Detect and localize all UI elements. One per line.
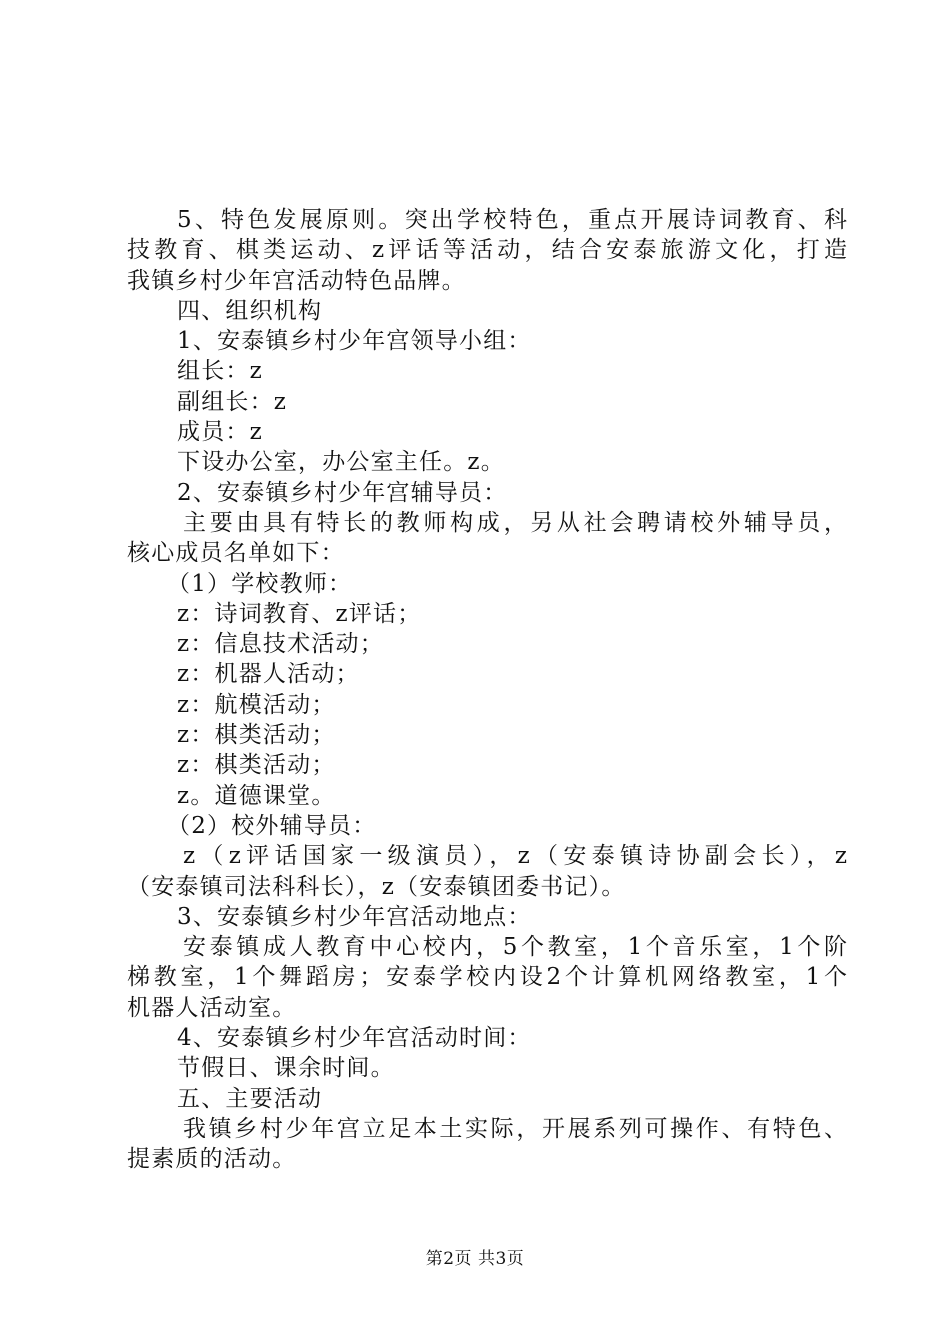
subsection-heading: 1、安泰镇乡村少年宫领导小组： — [177, 328, 532, 355]
list-item: z：信息技术活动； — [177, 631, 384, 658]
document-body — [127, 205, 847, 1175]
list-item: z。道德课堂。 — [177, 782, 336, 809]
paragraph-line: （安泰镇司法科科长），z（安泰镇团委书记）。 — [127, 873, 626, 900]
list-heading: （2）校外辅导员： — [167, 812, 377, 839]
paragraph-line: 节假日、课余时间。 — [177, 1055, 395, 1082]
paragraph-line: 安泰镇成人教育中心校内，5个教室，1个音乐室，1个阶 — [183, 934, 847, 961]
page-number: 第2页 共3页 — [425, 1249, 525, 1269]
paragraph-line: 副组长：z — [177, 388, 288, 415]
paragraph-line: 提素质的活动。 — [127, 1146, 297, 1173]
list-item: z：诗词教育、z评话； — [177, 600, 422, 627]
paragraph-line: 我镇乡村少年宫立足本土实际，开展系列可操作、有特色、 — [183, 1115, 847, 1142]
list-item: z：机器人活动； — [177, 661, 360, 688]
paragraph-line: 核心成员名单如下： — [127, 540, 345, 567]
subsection-heading: 4、安泰镇乡村少年宫活动时间： — [177, 1025, 532, 1052]
list-item: z：棋类活动； — [177, 722, 336, 749]
paragraph-line: 下设办公室，办公室主任。z。 — [177, 449, 505, 476]
section-heading: 五、主要活动 — [177, 1085, 323, 1112]
paragraph-line: 我镇乡村少年宫活动特色品牌。 — [127, 267, 466, 294]
section-heading: 四、组织机构 — [177, 297, 323, 324]
paragraph-line: 机器人活动室。 — [127, 994, 297, 1021]
subsection-heading: 3、安泰镇乡村少年宫活动地点： — [177, 903, 532, 930]
paragraph-line: 主要由具有特长的教师构成，另从社会聘请校外辅导员， — [183, 509, 847, 536]
paragraph-line: 组长：z — [177, 358, 263, 385]
paragraph-line: 成员：z — [177, 419, 263, 446]
paragraph-line: z（z评话国家一级演员），z（安泰镇诗协副会长），z — [183, 843, 847, 870]
paragraph-line: 5、特色发展原则。突出学校特色，重点开展诗词教育、科 — [177, 207, 847, 233]
list-item: z：航模活动； — [177, 691, 336, 718]
list-heading: （1）学校教师： — [167, 570, 353, 597]
paragraph-line: 梯教室，1个舞蹈房；安泰学校内设2个计算机网络教室，1个 — [127, 964, 847, 991]
list-item: z：棋类活动； — [177, 752, 336, 779]
paragraph-line: 技教育、棋类运动、z评话等活动，结合安泰旅游文化，打造 — [127, 237, 847, 264]
subsection-heading: 2、安泰镇乡村少年宫辅导员： — [177, 479, 508, 506]
